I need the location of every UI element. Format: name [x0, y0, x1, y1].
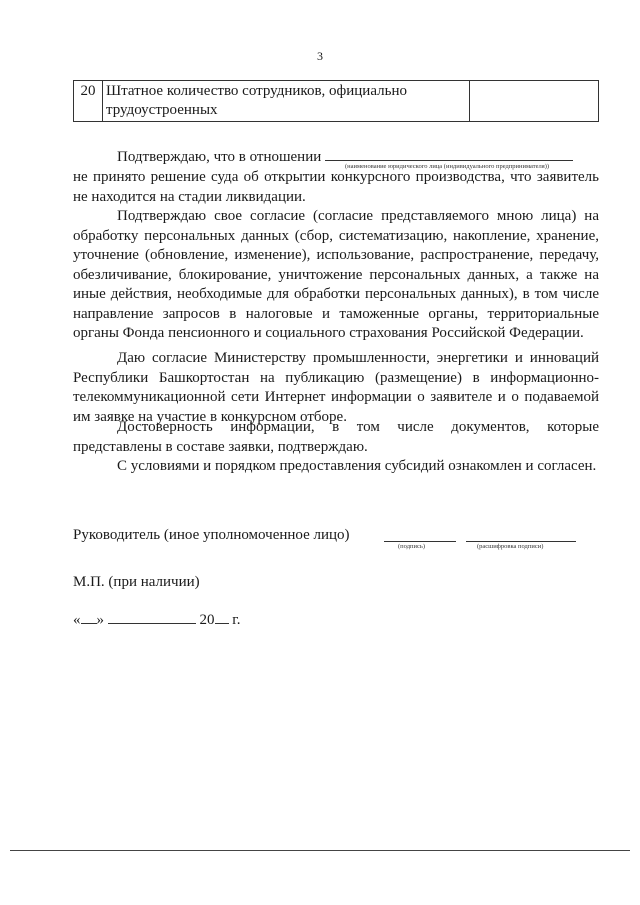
- signature-label: Руководитель (иное уполномоченное лицо): [73, 527, 350, 543]
- table-row: [74, 81, 599, 122]
- date-year-suffix: г.: [232, 612, 241, 628]
- date-month-field[interactable]: [108, 609, 196, 624]
- date-day-field[interactable]: [81, 609, 97, 624]
- entity-name-caption: (наименование юридического лица (индивидуального предпринимателя)): [345, 163, 550, 170]
- info-table: [73, 80, 599, 122]
- signature-field[interactable]: [384, 540, 456, 542]
- signature-decode-caption: (расшифровка подписи): [477, 543, 544, 550]
- stamp-label: М.П. (при наличии): [73, 574, 200, 590]
- signature-decode-field[interactable]: [466, 540, 576, 542]
- page-bottom-rule: [10, 850, 630, 851]
- date-line: [73, 609, 240, 631]
- signature-caption: (подпись): [398, 543, 425, 550]
- date-close-quote: »: [96, 612, 104, 628]
- date-year-prefix: 20: [199, 612, 215, 628]
- confirm-start-text: Подтверждаю, что в отношении: [117, 149, 322, 165]
- consent-personal-data-paragraph: Подтверждаю свое согласие (согласие представляемого мною лица) на обработку персональных данных (сбор, систематизацию, накопление, хранение, уточнение (обновление, изменение), использование, распространение, передачу, обезличивание, блокирование, уничтожение персональных данных, а также на иные действия, необходимые для обработки персональных данных), в том числе направление запросов в налоговые и таможенные органы, территориальные органы Фонда пенсионного и социального страхования Российской Федерации.: [73, 208, 599, 341]
- reliability-paragraph: Достоверность информации, в том числе документов, которые представлены в составе заявки, подтверждаю.: [73, 419, 599, 455]
- row-value-field[interactable]: [470, 81, 599, 122]
- date-year-field[interactable]: [215, 609, 229, 624]
- conditions-paragraph: С условиями и порядком предоставления субсидий ознакомлен и согласен.: [117, 458, 597, 474]
- row-number: 20: [74, 81, 103, 122]
- entity-name-field[interactable]: [325, 146, 573, 161]
- page-number: 3: [317, 49, 323, 63]
- date-open-quote: «: [73, 612, 81, 628]
- consent-ministry-paragraph: Даю согласие Министерству промышленности, энергетики и инноваций Республики Башкортостан на публикацию (размещение) в информационно-телекоммуникационной сети Интернет информации о заявителе и о подаваемой им заявке на участие в конкурсном отборе.: [73, 350, 599, 425]
- row-description: Штатное количество сотрудников, официально трудоустроенных: [103, 81, 470, 122]
- confirm-paragraph: не принято решение суда об открытии конкурсного производства, что заявитель не находится на стадии ликвидации.: [73, 169, 599, 205]
